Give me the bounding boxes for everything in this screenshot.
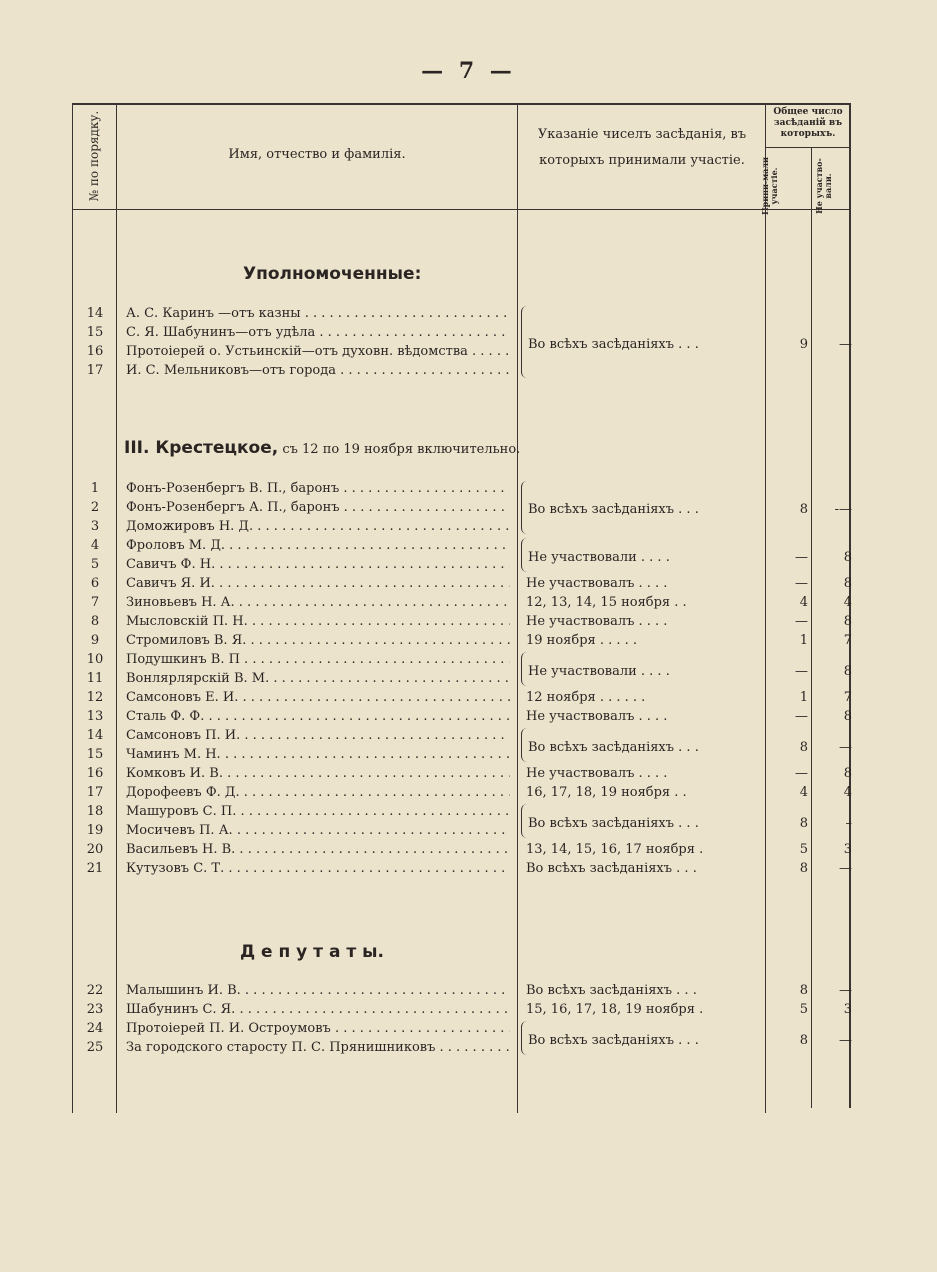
row-name: Кутузовъ С. Т. . . . (126, 859, 510, 878)
row-number: 19 (86, 823, 104, 838)
row-not-participated: 3 (843, 842, 852, 857)
group-not-participated: — (839, 739, 852, 755)
row-name: Комковъ И. В. . . . (126, 764, 510, 783)
group-participated: 9 (799, 336, 808, 352)
group-not-participated: -— (834, 502, 852, 517)
row-sessions: Во всѣхъ засѣданіяхъ . . . (526, 861, 697, 876)
group-sessions: Не участвовали . . . . (528, 663, 670, 679)
row-sessions: Не участвовалъ . . . . (526, 576, 668, 591)
row-number: 20 (86, 842, 104, 857)
row-name: Савичъ Ф. Н. . . . (126, 555, 510, 574)
row-number: 21 (86, 861, 104, 876)
row-participated: 4 (799, 785, 808, 800)
row-participated: 1 (799, 633, 808, 648)
table-row (72, 479, 852, 498)
row-name: Мысловскій П. Н. . . . (126, 612, 510, 631)
row-not-participated: 8 (843, 614, 852, 629)
row-number: 17 (86, 363, 104, 378)
section-title (124, 438, 520, 458)
row-sessions: 13, 14, 15, 16, 17 ноября . (526, 842, 704, 857)
table-row (72, 840, 852, 859)
table-top-rule (72, 103, 850, 105)
row-name: А. С. Каринъ —отъ казны . . . (126, 304, 510, 323)
row-name: Фонъ-Розенбергъ А. П., баронъ . . . (126, 498, 510, 517)
row-number: 10 (86, 652, 104, 667)
total-sub-rule (765, 147, 850, 148)
group-sessions: Во всѣхъ засѣданіяхъ . . . (528, 815, 699, 831)
header-sessions-label: Указаніе чиселъ засѣданія, въ которыхъ принимали участіе. (537, 127, 747, 168)
group-brace (521, 1021, 527, 1055)
table-row (72, 593, 852, 612)
row-name: И. С. Мельниковъ—отъ города . . . (126, 361, 510, 380)
table-row (72, 859, 852, 878)
row-number: 24 (86, 1021, 104, 1036)
group-participated: 8 (799, 815, 808, 831)
row-number: 12 (86, 690, 104, 705)
table-row (72, 688, 852, 707)
row-sessions: Не участвовалъ . . . . (526, 709, 668, 724)
row-number: 2 (90, 500, 100, 515)
row-number: 5 (90, 557, 100, 572)
group-brace (521, 728, 527, 762)
row-number: 14 (86, 306, 104, 321)
row-number: 16 (86, 344, 104, 359)
row-number: 3 (90, 519, 100, 534)
row-name: Сталь Ф. Ф. . . . (126, 707, 510, 726)
row-participated: 5 (799, 1002, 808, 1017)
section-title-text: Уполномоченные: (243, 264, 422, 284)
row-sessions: 15, 16, 17, 18, 19 ноября . (526, 1002, 704, 1017)
group-brace (521, 306, 527, 378)
group-brace (521, 652, 527, 686)
header-bottom-rule (72, 209, 850, 210)
row-participated: 4 (799, 595, 808, 610)
table-row (72, 783, 852, 802)
row-participated: — (795, 766, 808, 781)
row-number: 18 (86, 804, 104, 819)
row-number: 22 (86, 983, 104, 998)
group-sessions: Во всѣхъ засѣданіяхъ . . . (528, 1032, 699, 1048)
row-number: 13 (86, 709, 104, 724)
row-participated: — (795, 614, 808, 629)
row-participated: — (795, 576, 808, 591)
table-row (72, 304, 852, 323)
section-title-text: III. Крестецкое, (124, 438, 279, 458)
group-not-participated: — (839, 336, 852, 352)
row-number: 16 (86, 766, 104, 781)
row-not-participated: — (839, 983, 852, 998)
row-number: 15 (86, 747, 104, 762)
header-num-label: № по порядку. (87, 110, 101, 202)
row-number: 15 (86, 325, 104, 340)
row-participated: 1 (799, 690, 808, 705)
row-name: Протоіерей П. И. Остроумовъ . . . (126, 1019, 510, 1038)
section-title (243, 264, 421, 284)
row-name: Самсоновъ Е. И. . . . (126, 688, 510, 707)
row-not-participated: 7 (843, 690, 852, 705)
group-not-participated: – (845, 815, 852, 831)
row-number: 6 (90, 576, 100, 591)
row-name: Малышинъ И. В. . . . (126, 981, 510, 1000)
group-participated: — (795, 549, 808, 565)
row-participated: 8 (799, 861, 808, 876)
row-name: За городского старосту П. С. Прянишниковъ . . . (126, 1038, 510, 1057)
group-not-participated: — (839, 1032, 852, 1048)
group-brace (521, 538, 527, 572)
table-row (72, 574, 852, 593)
header-name-label: Имя, отчество и фамилія. (228, 147, 406, 162)
row-name: Чаминъ М. Н. . . . (126, 745, 510, 764)
row-number: 7 (90, 595, 100, 610)
group-sessions: Во всѣхъ засѣданіяхъ . . . (528, 739, 699, 755)
row-not-participated: 8 (843, 766, 852, 781)
row-number: 17 (86, 785, 104, 800)
header-participated-label: Прини-мали участіе. (760, 157, 779, 215)
row-number: 1 (90, 481, 100, 496)
row-number: 14 (86, 728, 104, 743)
row-name: Машуровъ С. П. . . . (126, 802, 510, 821)
table-row (72, 981, 852, 1000)
row-name: Протоіерей о. Устьинскій—отъ духовн. вѣдомства . . . (126, 342, 510, 361)
row-not-participated: 8 (843, 576, 852, 591)
row-sessions: 19 ноября . . . . . (526, 633, 638, 648)
group-participated: 8 (799, 502, 808, 517)
table-row (72, 612, 852, 631)
group-participated: 8 (799, 739, 808, 755)
table-row (72, 764, 852, 783)
row-number: 8 (90, 614, 100, 629)
row-number: 4 (90, 538, 100, 553)
section-subtitle: съ 12 по 19 ноября включительно. (278, 442, 521, 457)
row-name: Васильевъ Н. В. . . . (126, 840, 510, 859)
row-not-participated: 8 (843, 709, 852, 724)
row-name: Доможировъ Н. Д. . . . (126, 517, 510, 536)
table-row (72, 361, 852, 380)
row-not-participated: 3 (843, 1002, 852, 1017)
table-row (72, 707, 852, 726)
row-number: 11 (86, 671, 104, 686)
row-participated: 5 (799, 842, 808, 857)
section-title-text: Д е п у т а т ы. (240, 942, 384, 962)
row-number: 25 (86, 1040, 104, 1055)
row-sessions: 12, 13, 14, 15 ноября . . (526, 595, 687, 610)
row-name: Фроловъ М. Д. . . . (126, 536, 510, 555)
table-row (72, 631, 852, 650)
row-name: Савичъ Я. И. . . . (126, 574, 510, 593)
row-name: С. Я. Шабунинъ—отъ удѣла . . . (126, 323, 510, 342)
row-name: Стромиловъ В. Я. . . . (126, 631, 510, 650)
row-sessions: 16, 17, 18, 19 ноября . . (526, 785, 687, 800)
page-number: — 7 — (421, 58, 516, 84)
row-sessions: Не участвовалъ . . . . (526, 614, 668, 629)
row-sessions: Не участвовалъ . . . . (526, 766, 668, 781)
table-row (72, 517, 852, 536)
row-name: Зиновьевъ Н. А. . . . (126, 593, 510, 612)
row-name: Дорофеевъ Ф. Д. . . . (126, 783, 510, 802)
row-name: Подушкинъ В. П . . . (126, 650, 510, 669)
group-sessions: Во всѣхъ засѣданіяхъ . . . (528, 502, 699, 517)
group-brace (521, 481, 527, 534)
row-not-participated: 4 (843, 785, 852, 800)
row-number: 9 (90, 633, 100, 648)
group-sessions: Во всѣхъ засѣданіяхъ . . . (528, 336, 699, 352)
group-participated: — (795, 663, 808, 679)
row-sessions: Во всѣхъ засѣданіяхъ . . . (526, 983, 697, 998)
section-title (240, 942, 384, 962)
header-not-participated-label: Не участво-вали. (814, 158, 833, 214)
row-not-participated: 4 (843, 595, 852, 610)
row-name: Вонлярлярскій В. М. . . . (126, 669, 510, 688)
group-not-participated: 8 (843, 663, 852, 679)
group-not-participated: 8 (843, 549, 852, 565)
row-name: Мосичевъ П. А. . . . (126, 821, 510, 840)
row-name: Самсоновъ П. И. . . . (126, 726, 510, 745)
row-name: Шабунинъ С. Я. . . . (126, 1000, 510, 1019)
row-participated: — (795, 709, 808, 724)
group-sessions: Не участвовали . . . . (528, 549, 670, 565)
row-participated: 8 (799, 983, 808, 998)
row-not-participated: — (839, 861, 852, 876)
row-name: Фонъ-Розенбергъ В. П., баронъ . . . (126, 479, 510, 498)
row-number: 23 (86, 1002, 104, 1017)
row-sessions: 12 ноября . . . . . . (526, 690, 646, 705)
row-not-participated: 7 (843, 633, 852, 648)
table-row (72, 1000, 852, 1019)
group-brace (521, 804, 527, 838)
group-participated: 8 (799, 1032, 808, 1048)
header-total-label: Общее число засѣданій въ которыхъ. (773, 107, 843, 139)
